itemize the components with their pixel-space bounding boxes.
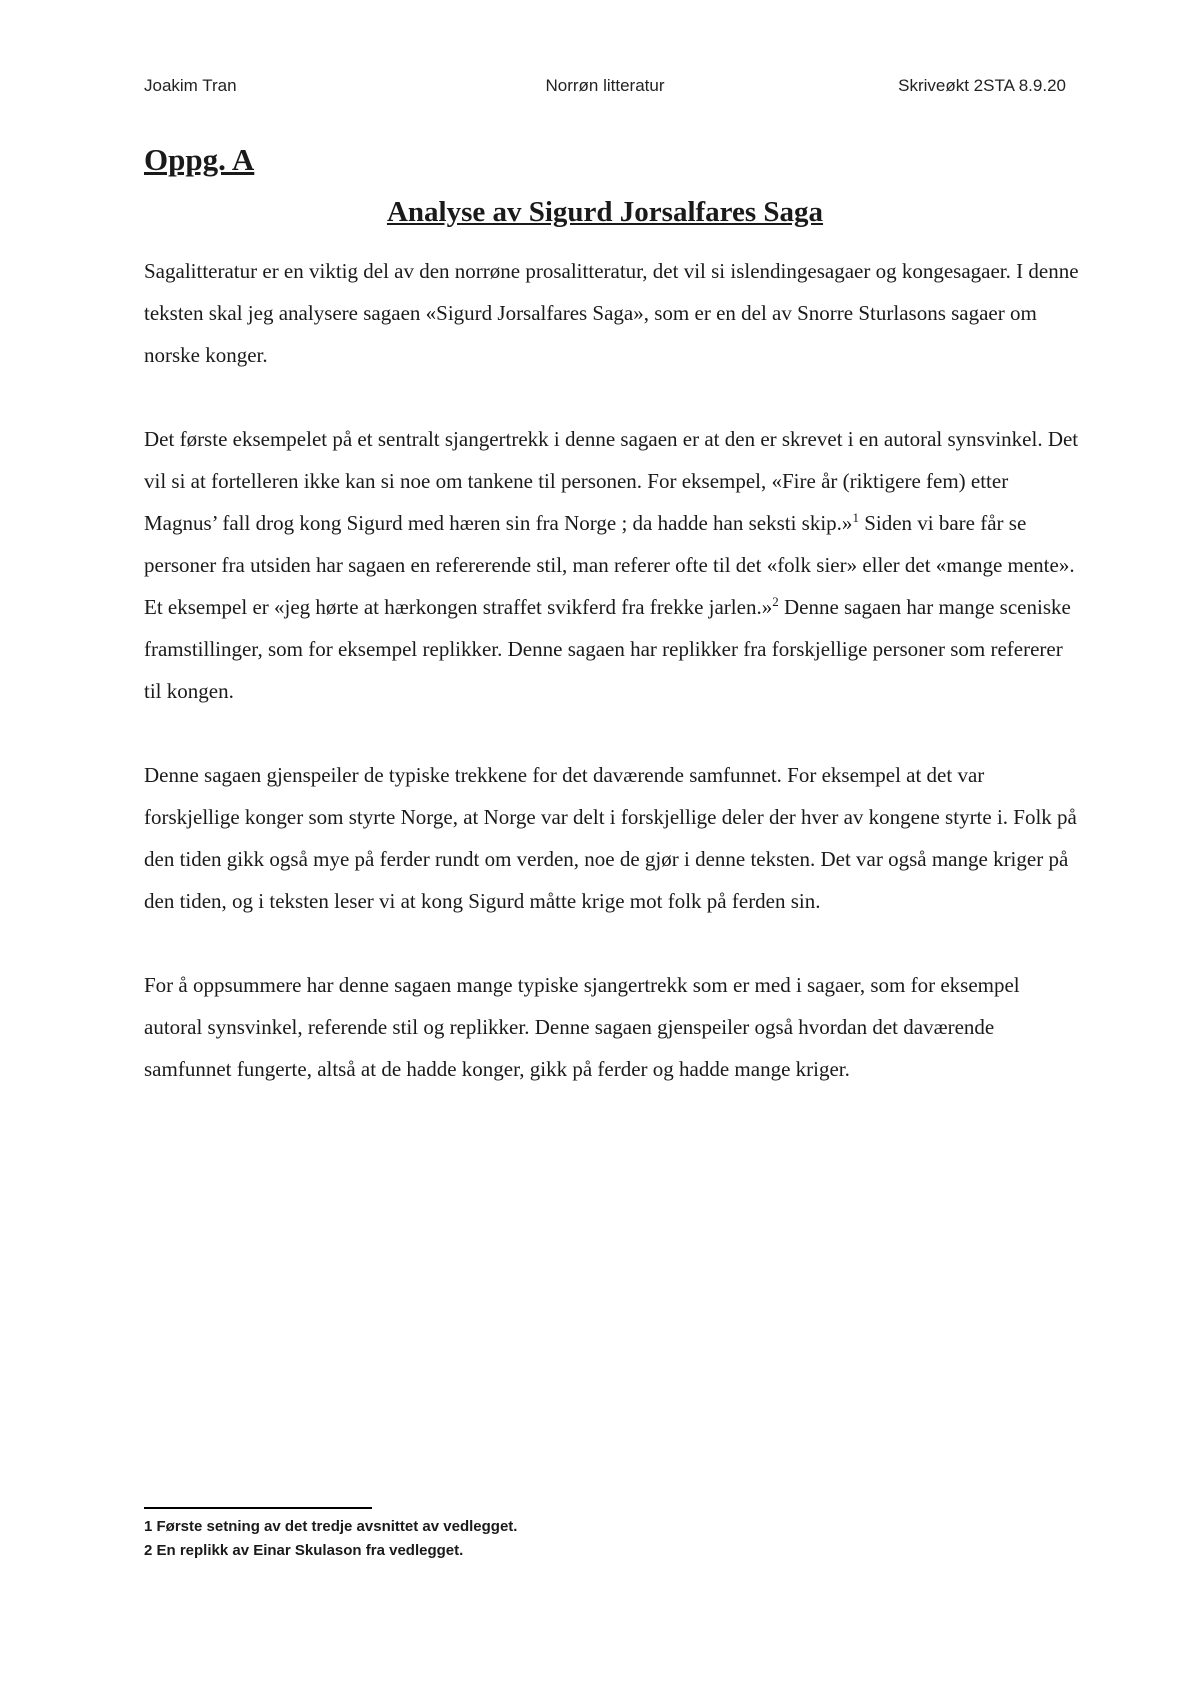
- footnotes: [144, 1515, 517, 1563]
- paragraph-genre-traits-part-3: Denne sagaen har mange sceniske framstillinger, som for eksempel replikker. Denne sagaen har replikker fra forskjellige personer som refererer til kongen.: [144, 595, 1071, 703]
- paragraph-genre-traits-part-2: Siden vi bare får se personer fra utsiden har sagaen en refererende stil, man referer ofte til det «folk sier» eller det «mange mente». Et eksempel er «jeg hørte at hærkongen straffet svikferd fra frekke jarlen.»: [144, 511, 1075, 619]
- paragraph-genre-traits: [144, 418, 1079, 712]
- footnote-2: 2 En replikk av Einar Skulason fra vedlegget.: [144, 1542, 464, 1559]
- header-subject: Norrøn litteratur: [545, 76, 665, 95]
- essay-title: Analyse av Sigurd Jorsalfares Saga: [386, 196, 824, 228]
- paragraph-conclusion: For å oppsummere har denne sagaen mange typiske sjangertrekk som er med i sagaer, som for eksempel autoral synsvinkel, referende stil og replikker. Denne sagaen gjenspeiler også hvordan det daværende samfunnet fungerte, altså at de hadde konger, gikk på ferder og hadde mange kriger.: [144, 973, 1020, 1081]
- paragraph-intro: Sagalitteratur er en viktig del av den norrøne prosalitteratur, det vil si islendingesagaer og kongesagaer. I denne teksten skal jeg analysere sagaen «Sigurd Jorsalfares Saga», som er en del av Snorre Sturlasons sagaer om norske konger.: [144, 259, 1079, 367]
- footnote-ref-1[interactable]: 1: [852, 510, 859, 525]
- header-session: Skriveøkt 2STA 8.9.20: [898, 76, 1066, 95]
- task-heading: Oppg. A: [144, 142, 255, 177]
- footnote-1: 1 Første setning av det tredje avsnittet av vedlegget.: [144, 1518, 518, 1535]
- paragraph-genre-traits-part-1: Det første eksempelet på et sentralt sjangertrekk i denne sagaen er at den er skrevet i en autoral synsvinkel. Det vil si at fortelleren ikke kan si noe om tankene til personen. For eksempel, «Fire år (riktigere fem) etter Magnus’ fall drog kong Sigurd med hæren sin fra Norge ; da hadde han seksti skip.»: [144, 427, 1079, 535]
- page-header: [144, 76, 1066, 100]
- footnote-ref-2[interactable]: 2: [772, 594, 779, 609]
- header-author: Joakim Tran: [144, 76, 237, 95]
- essay-body: [144, 250, 1079, 1132]
- paragraph-society: Denne sagaen gjenspeiler de typiske trekkene for det daværende samfunnet. For eksempel at det var forskjellige konger som styrte Norge, at Norge var delt i forskjellige deler der hver av kongene styrte i. Folk på den tiden gikk også mye på ferder rundt om verden, noe de gjør i denne teksten. Det var også mange kriger på den tiden, og i teksten leser vi at kong Sigurd måtte krige mot folk på ferden sin.: [144, 763, 1077, 913]
- footnote-separator: [144, 1507, 372, 1509]
